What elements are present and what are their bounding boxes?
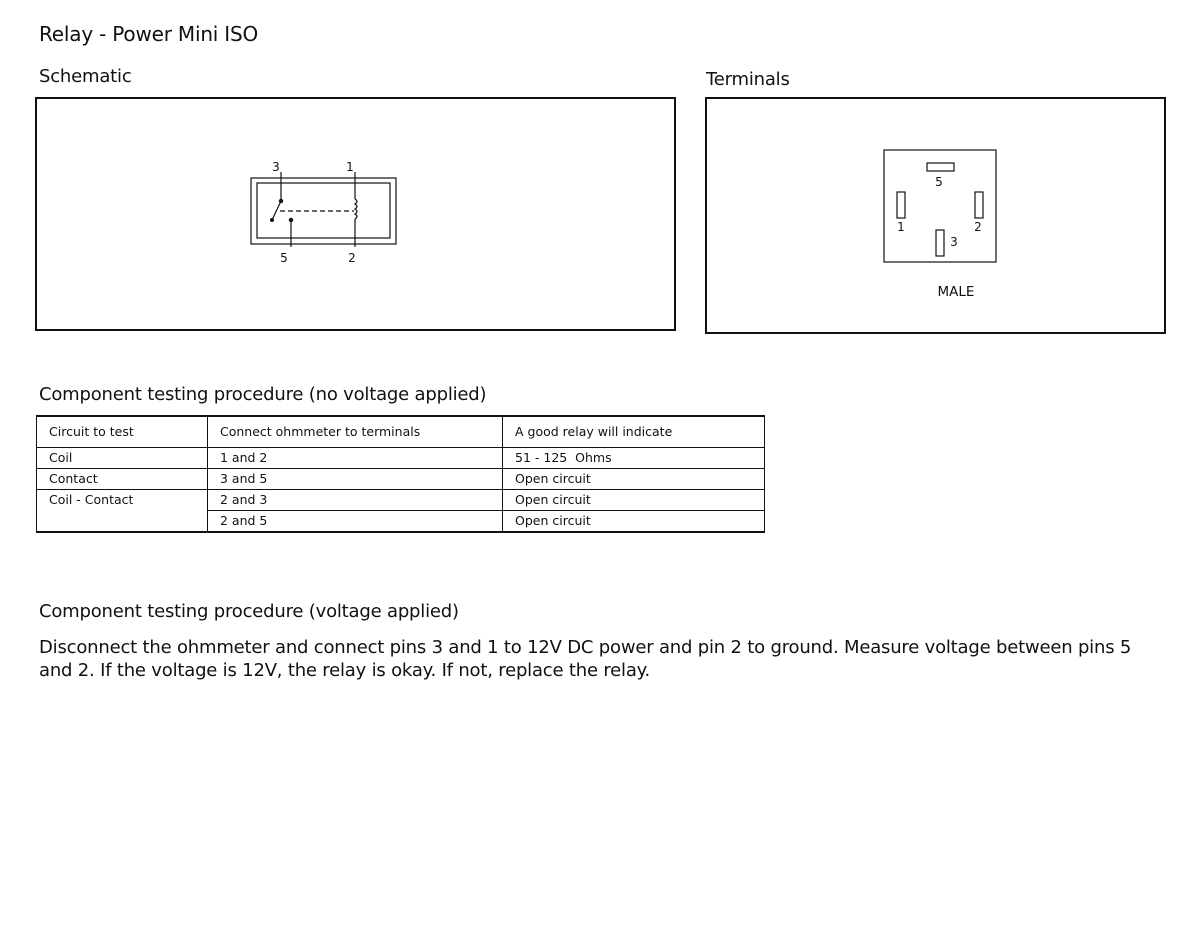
column-header-terminals: Connect ohmmeter to terminals	[208, 416, 503, 448]
schematic-pin-2-label: 2	[348, 251, 356, 265]
relay-schematic-diagram	[37, 99, 674, 329]
terminal-3-blade	[936, 230, 944, 256]
terminal-3-label: 3	[950, 235, 958, 249]
schematic-pin-1-label: 1	[346, 160, 354, 174]
terminal-2-label: 2	[974, 220, 982, 234]
terminal-1-label: 1	[897, 220, 905, 234]
connector-outline	[884, 150, 996, 262]
circuit-cell: Coil	[37, 448, 208, 469]
circuit-cell	[37, 511, 208, 533]
no-voltage-test-heading: Component testing procedure (no voltage applied)	[39, 384, 487, 405]
result-cell: 51 - 125 Ohms	[503, 448, 765, 469]
table-row	[37, 469, 765, 490]
terminal-5-blade	[927, 163, 954, 171]
result-cell: Open circuit	[503, 490, 765, 511]
testing-procedure-table	[36, 415, 765, 533]
schematic-label: Schematic	[39, 66, 132, 87]
table-row	[37, 511, 765, 533]
column-header-result: A good relay will indicate	[503, 416, 765, 448]
table-row	[37, 448, 765, 469]
terminals-label: Terminals	[706, 69, 790, 90]
terminal-2-blade	[975, 192, 983, 218]
terminal-gender-label: MALE	[937, 284, 975, 300]
table-header-row	[37, 416, 765, 448]
switch-arm	[272, 201, 281, 220]
switch-end-dot	[270, 218, 274, 222]
terminal-5-label: 5	[935, 175, 943, 189]
terminals-cell: 3 and 5	[208, 469, 503, 490]
terminals-cell: 2 and 3	[208, 490, 503, 511]
coil-symbol	[355, 199, 357, 219]
switch-pivot-dot	[279, 199, 283, 203]
terminal-1-blade	[897, 192, 905, 218]
result-cell: Open circuit	[503, 511, 765, 533]
circuit-cell: Coil - Contact	[37, 490, 208, 511]
terminals-cell: 2 and 5	[208, 511, 503, 533]
voltage-test-instructions: Disconnect the ohmmeter and connect pins 3 and 1 to 12V DC power and pin 2 to ground. Measure voltage between pins 5 and 2. If the voltage is 12V, the relay is okay. If not, replace the relay.	[39, 637, 1132, 681]
schematic-panel	[35, 97, 676, 331]
column-header-circuit: Circuit to test	[37, 416, 208, 448]
terminals-cell: 1 and 2	[208, 448, 503, 469]
page-title: Relay - Power Mini ISO	[39, 22, 259, 46]
voltage-test-heading: Component testing procedure (voltage applied)	[39, 601, 459, 622]
schematic-pin-5-label: 5	[280, 251, 288, 265]
terminals-panel	[705, 97, 1166, 334]
schematic-pin-3-label: 3	[272, 160, 280, 174]
contact-dot	[289, 218, 293, 222]
result-cell: Open circuit	[503, 469, 765, 490]
circuit-cell: Contact	[37, 469, 208, 490]
relay-terminal-diagram	[707, 99, 1164, 332]
table-row	[37, 490, 765, 511]
